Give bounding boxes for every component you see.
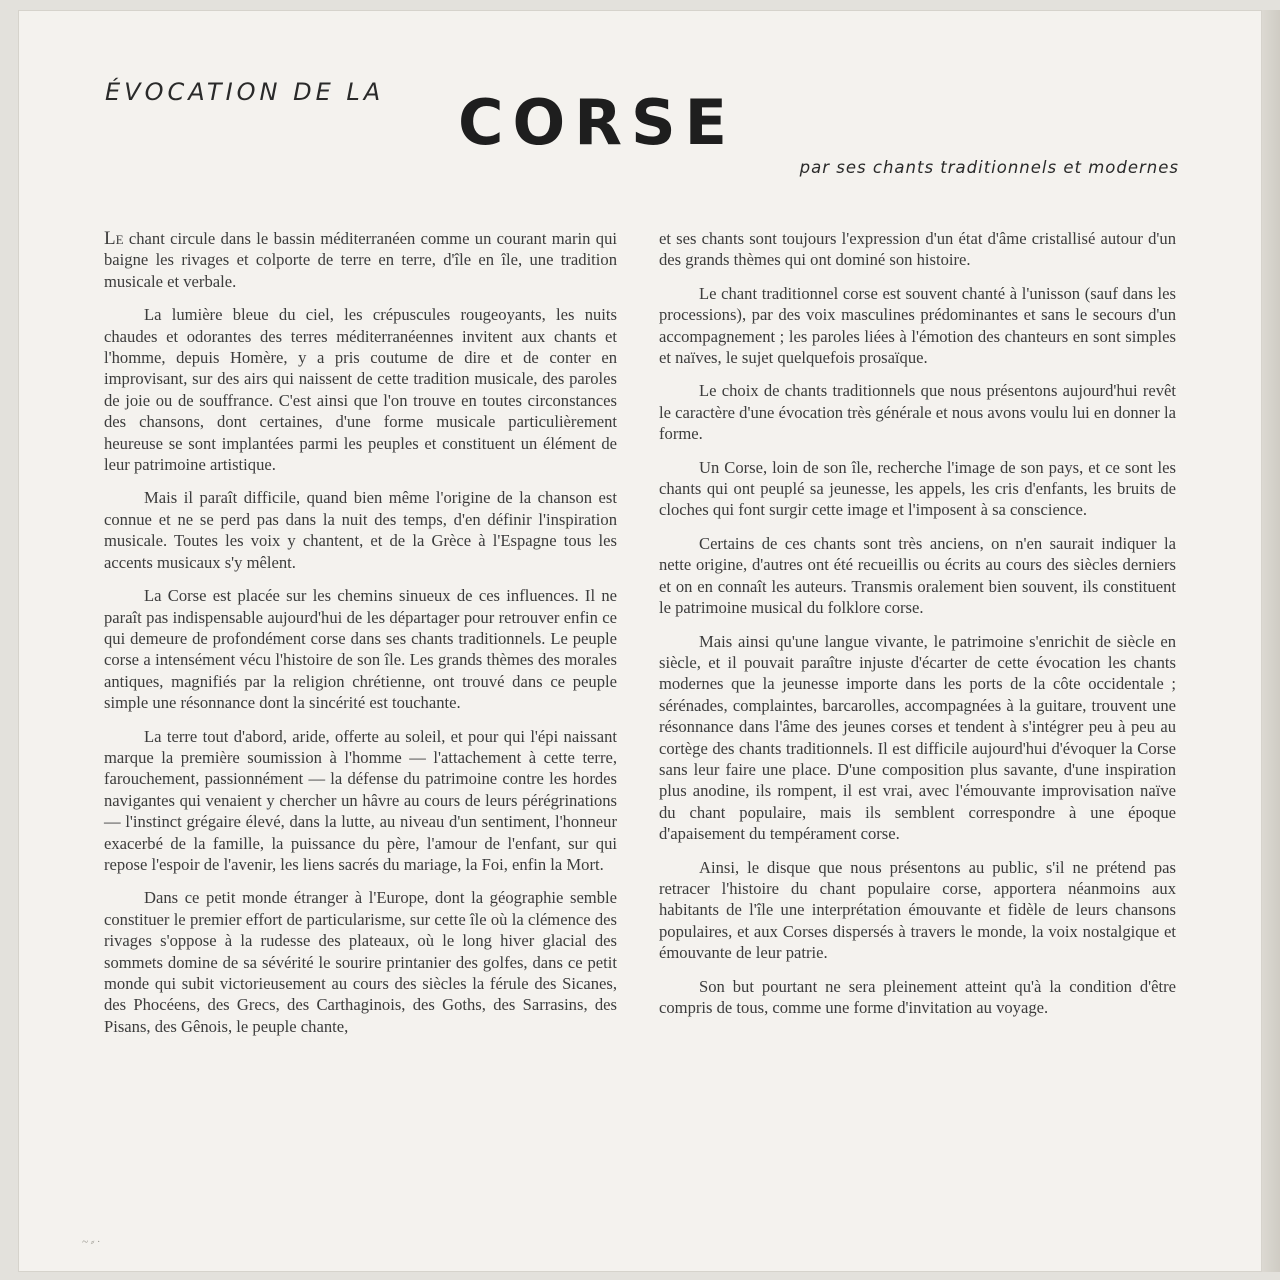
right-column <box>659 228 1176 1030</box>
sleeve-edge <box>1262 10 1280 1272</box>
paragraph: La Corse est placée sur les chemins sinueux de ces influences. Il ne paraît pas indispensable aujourd'hui de les départager pour retrouver enfin ce qui demeure de profondément corse dans ses chants traditionnels. Le peuple corse a intensément vécu l'histoire de son île. Les grands thèmes des morales antiques, magnifiés par la religion chrétienne, ont trouvé dans ce peuple simple une résonnance dont la sincérité est touchante. <box>104 586 617 713</box>
paragraph: Dans ce petit monde étranger à l'Europe, dont la géographie semble constituer le premier effort de particularisme, sur cette île où la clémence des rivages s'oppose à la rudesse des plateaux, où le long hiver glacial des sommets domine de sa sévérité le sourire printanier des golfes, dans ce petit monde qui subit victorieusement au cours des siècles la férule des Sicanes, des Phocéens, des Grecs, des Carthaginois, des Goths, des Sarrasins, des Pisans, des Gênois, le peuple chante, <box>104 888 617 1036</box>
paragraph: Ainsi, le disque que nous présentons au public, s'il ne prétend pas retracer l'histoire du chant populaire corse, apportera néanmoins aux habitants de l'île une interprétation émouvante et fidèle de leurs chansons populaires, et aux Corses dispersés à travers le monde, la voix nostalgique et émouvante de leur patrie. <box>659 857 1176 963</box>
paragraph: La lumière bleue du ciel, les crépuscules rougeoyants, les nuits chaudes et odorantes des terres méditerranéennes invitent aux chants et l'homme, depuis Homère, y a pris coutume de dire et de conter en improvisant, sur des airs qui naissent de cette tradition musicale, des paroles de joie ou de souffrance. C'est ainsi que l'on trouve en toutes circonstances des chansons, dont certaines, d'une forme musicale particulièrement heureuse se sont implantées parmi les peuples et constituent un élément de leur patrimoine artistique. <box>104 305 617 475</box>
paragraph: La terre tout d'abord, aride, offerte au soleil, et pour qui l'épi naissant marque la première soumission à l'homme — l'attachement à cette terre, farouchement, passionnément — la défense du patrimoine contre les hordes navigantes qui venaient y chercher un hâvre au cours de leurs pérégrinations — l'instinct grégaire élevé, dans la lutte, au niveau d'un sentiment, l'honneur exacerbé de la famille, la puissance du père, l'amour de l'enfant, sur qui repose l'espoir de l'avenir, les liens sacrés du mariage, la Foi, enfin la Mort. <box>104 726 617 874</box>
pencil-mark: ~ ⸗ · <box>82 1236 100 1248</box>
paragraph: Son but pourtant ne sera pleinement atteint qu'à la condition d'être compris de tous, comme une forme d'invitation au voyage. <box>659 976 1176 1017</box>
paragraph: et ses chants sont toujours l'expression d'un état d'âme cristallisé autour d'un des grands thèmes qui ont dominé son histoire. <box>659 229 1176 270</box>
paragraph: Le choix de chants traditionnels que nous présentons aujourd'hui revêt le caractère d'une évocation très générale et nous avons voulu lui en donner la forme. <box>659 381 1176 444</box>
paragraph-text: chant circule dans le bassin méditerranéen comme un courant marin qui baigne les rivages et colporte de terre en terre, d'île en île, une tradition musicale et verbale. <box>104 229 617 291</box>
paragraph: Mais ainsi qu'une langue vivante, le patrimoine s'enrichit de siècle en siècle, et il pouvait paraître injuste d'écarter de cette évocation les chants modernes que la jeunesse importe dans les ports de la côte occidentale ; sérénades, complaintes, barcarolles, accompagnées à la guitare, trouvent une résonnance dans l'âme des jeunes corses et tendent à s'intégrer peu à peu au cortège des chants traditionnels. Il est difficile aujourd'hui d'évoquer la Corse sans leur faire une place. D'une composition plus savante, d'une inspiration plus anodine, ils rompent, il est vrai, avec l'émouvante improvisation naïve du chant populaire, mais ils semblent correspondre à une époque d'apaisement du tempérament corse. <box>659 631 1176 844</box>
paragraph: Le chant traditionnel corse est souvent chanté à l'unisson (sauf dans les processions), par des voix masculines prédominantes et sans le secours d'un accompagnement ; les paroles liées à l'émotion des chanteurs en sont simples et naïves, le sujet quelquefois prosaïque. <box>659 283 1176 368</box>
dropcap: Le <box>104 228 124 249</box>
page-title: CORSE <box>458 86 736 159</box>
pretitle: ÉVOCATION DE LA <box>105 78 385 106</box>
subtitle: par ses chants traditionnels et modernes <box>799 158 1179 177</box>
paragraph: Mais il paraît difficile, quand bien même l'origine de la chanson est connue et ne se perd pas dans la nuit des temps, d'en définir l'inspiration musicale. Toutes les voix y chantent, et de la Grèce à l'Espagne tous les accents musicaux s'y mêlent. <box>104 488 617 572</box>
paragraph <box>104 228 617 292</box>
paragraph: Un Corse, loin de son île, recherche l'image de son pays, et ce sont les chants qui ont peuplé sa jeunesse, les appels, les cris d'enfants, les bruits de cloches qui font surgir cette image et l'imposent à sa conscience. <box>659 457 1176 520</box>
left-column <box>104 228 617 1049</box>
paragraph: Certains de ces chants sont très anciens, on n'en saurait indiquer la nette origine, d'autres ont été recueillis ou écrits au cours des siècles derniers et on en connaît les auteurs. Transmis oralement bien souvent, ils constituent le patrimoine musical du folklore corse. <box>659 533 1176 618</box>
